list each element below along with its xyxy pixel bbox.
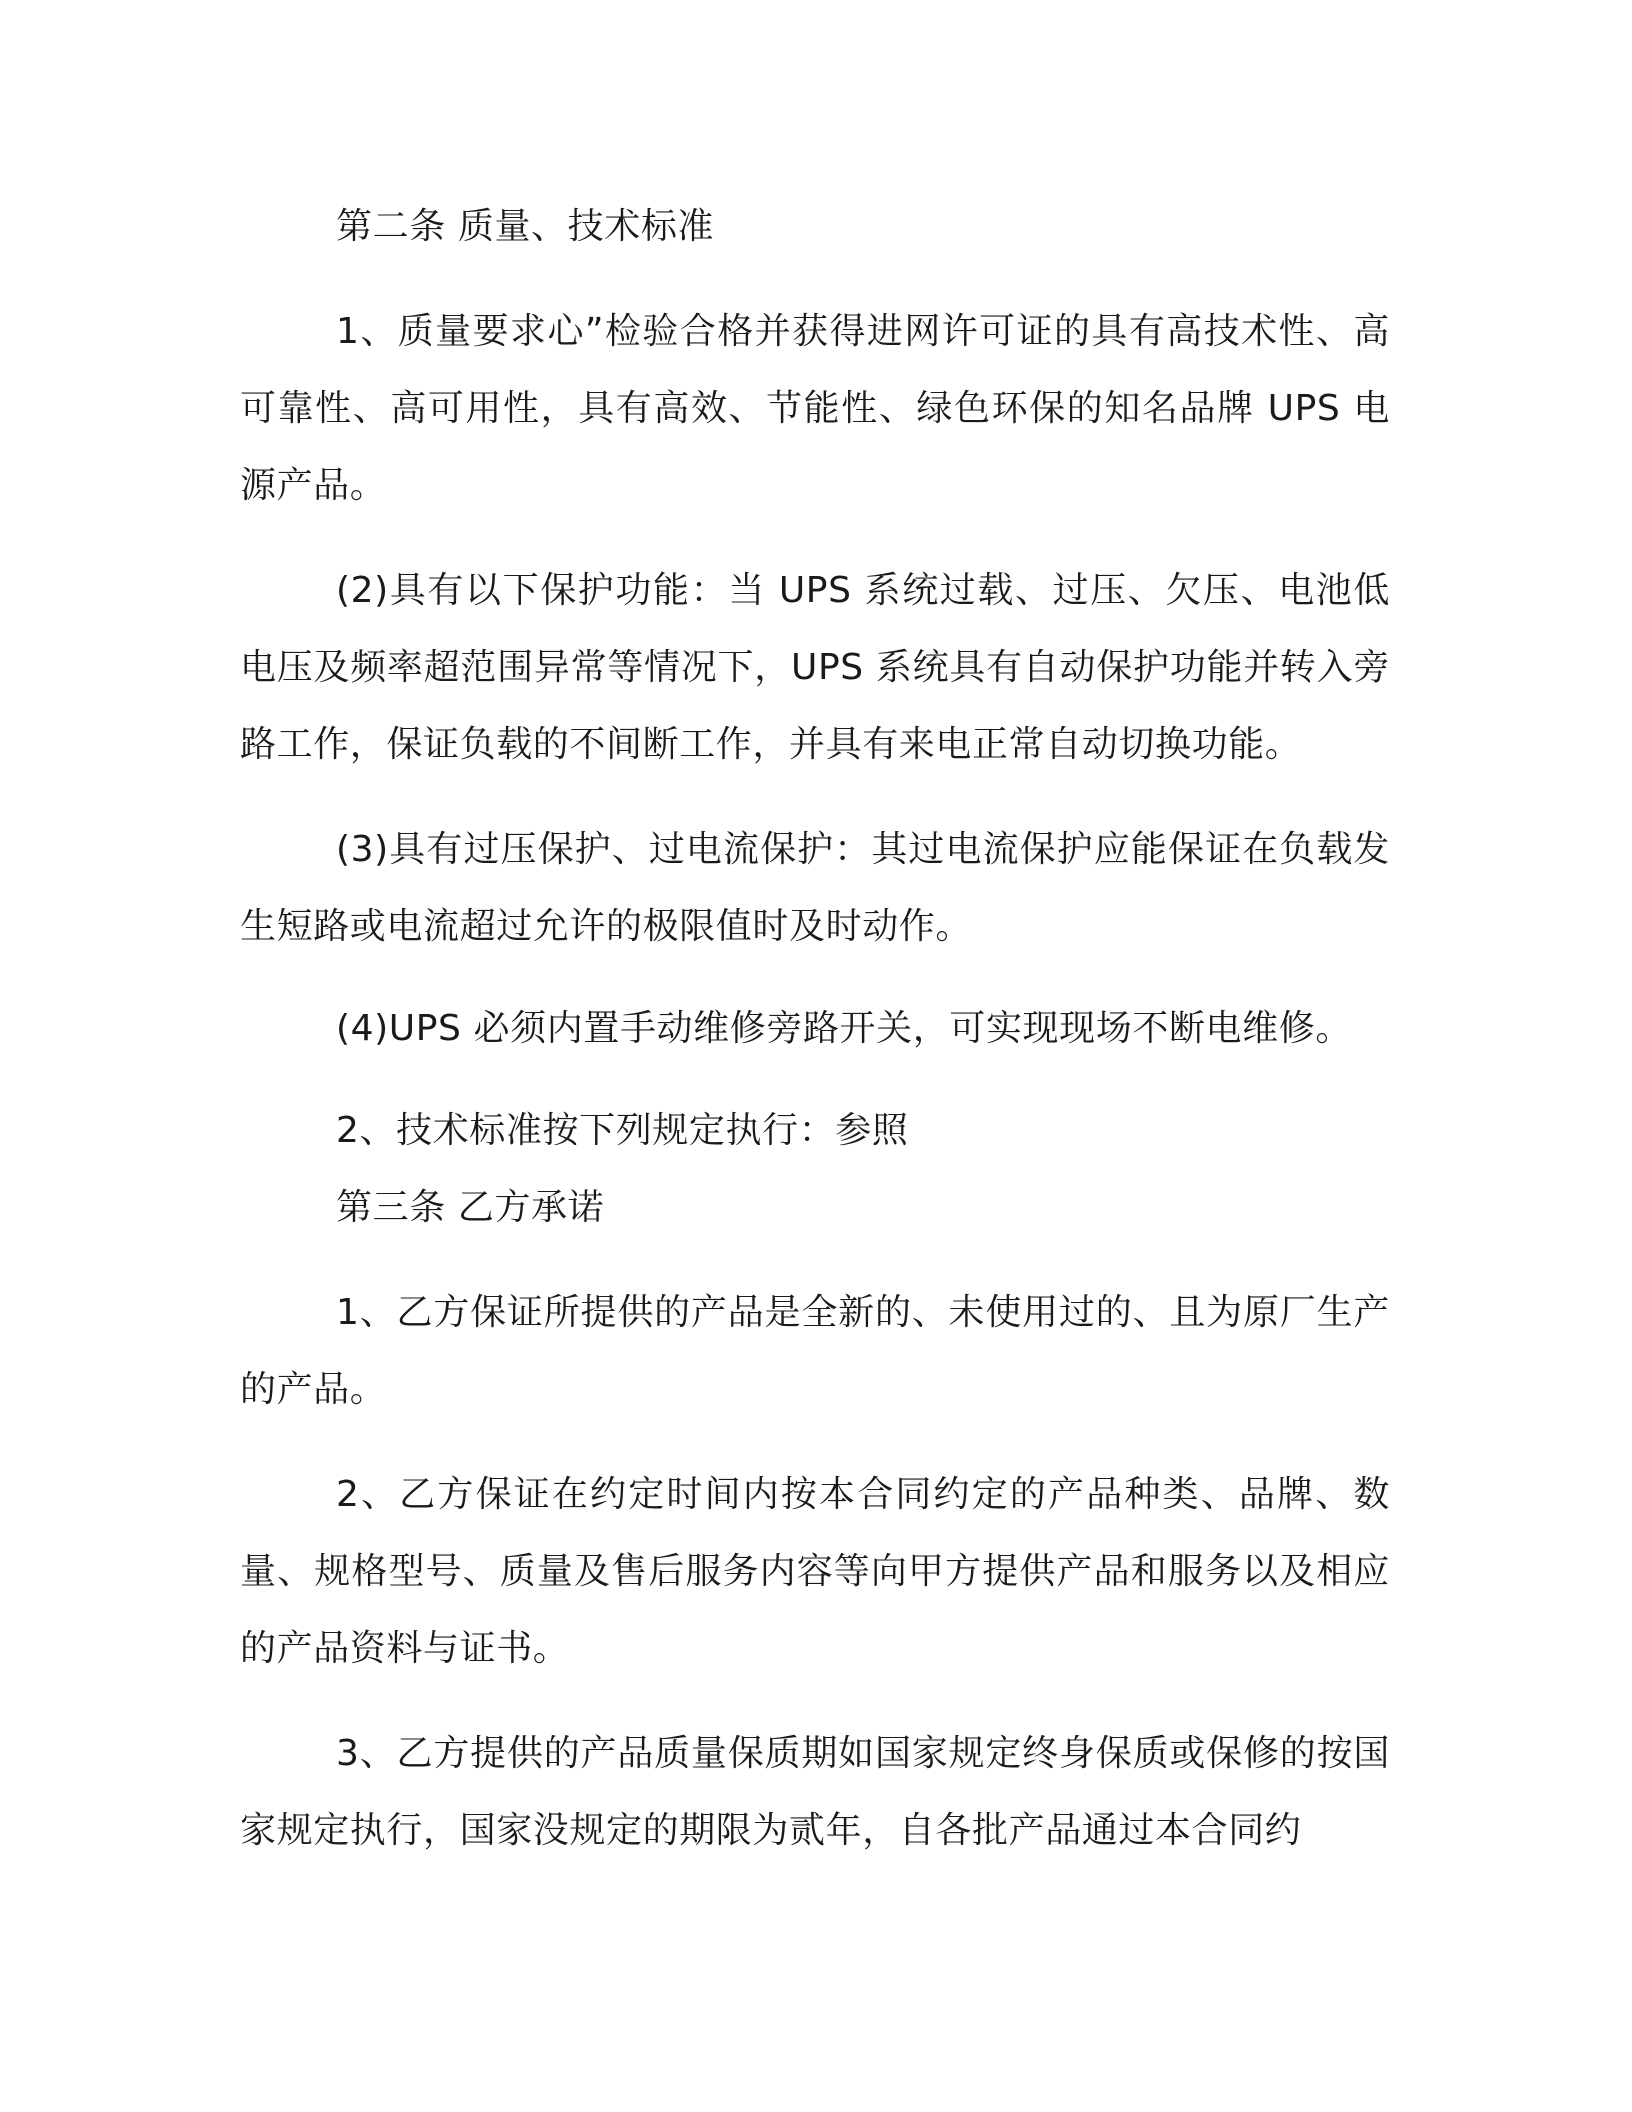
paragraph-technical-standards: 2、技术标准按下列规定执行：参照 [336, 1110, 909, 1151]
paragraph-warranty-period: 3、乙方提供的产品质量保质期如国家规定终身保质或保修的按国家规定执行，国家没规定的期限为贰年，自各批产品通过本合同约 [240, 1733, 1390, 1851]
document-body [240, 188, 1390, 1869]
paragraph-overcurrent-protection: (3)具有过压保护、过电流保护：其过电流保护应能保证在负载发生短路或电流超过允许的极限值时及时动作。 [240, 829, 1390, 947]
section-heading-quality-standards: 第二条 质量、技术标准 [336, 206, 715, 247]
paragraph-new-products: 1、乙方保证所提供的产品是全新的、未使用过的、且为原厂生产的产品。 [240, 1292, 1390, 1410]
paragraph-protection-functions: (2)具有以下保护功能：当 UPS 系统过载、过压、欠压、电池低电压及频率超范围异常等情况下，UPS 系统具有自动保护功能并转入旁路工作，保证负载的不间断工作，并具有来电正常自动切换功能。 [240, 570, 1390, 765]
paragraph-maintenance-bypass: (4)UPS 必须内置手动维修旁路开关，可实现现场不断电维修。 [336, 1008, 1352, 1049]
paragraph-delivery-obligations: 2、乙方保证在约定时间内按本合同约定的产品种类、品牌、数量、规格型号、质量及售后服务内容等向甲方提供产品和服务以及相应的产品资料与证书。 [240, 1474, 1390, 1669]
paragraph-quality-requirement: 1、质量要求心”检验合格并获得进网许可证的具有高技术性、高可靠性、高可用性，具有高效、节能性、绿色环保的知名品牌 UPS 电源产品。 [240, 311, 1390, 506]
section-heading-party-b-commitments: 第三条 乙方承诺 [336, 1187, 605, 1228]
